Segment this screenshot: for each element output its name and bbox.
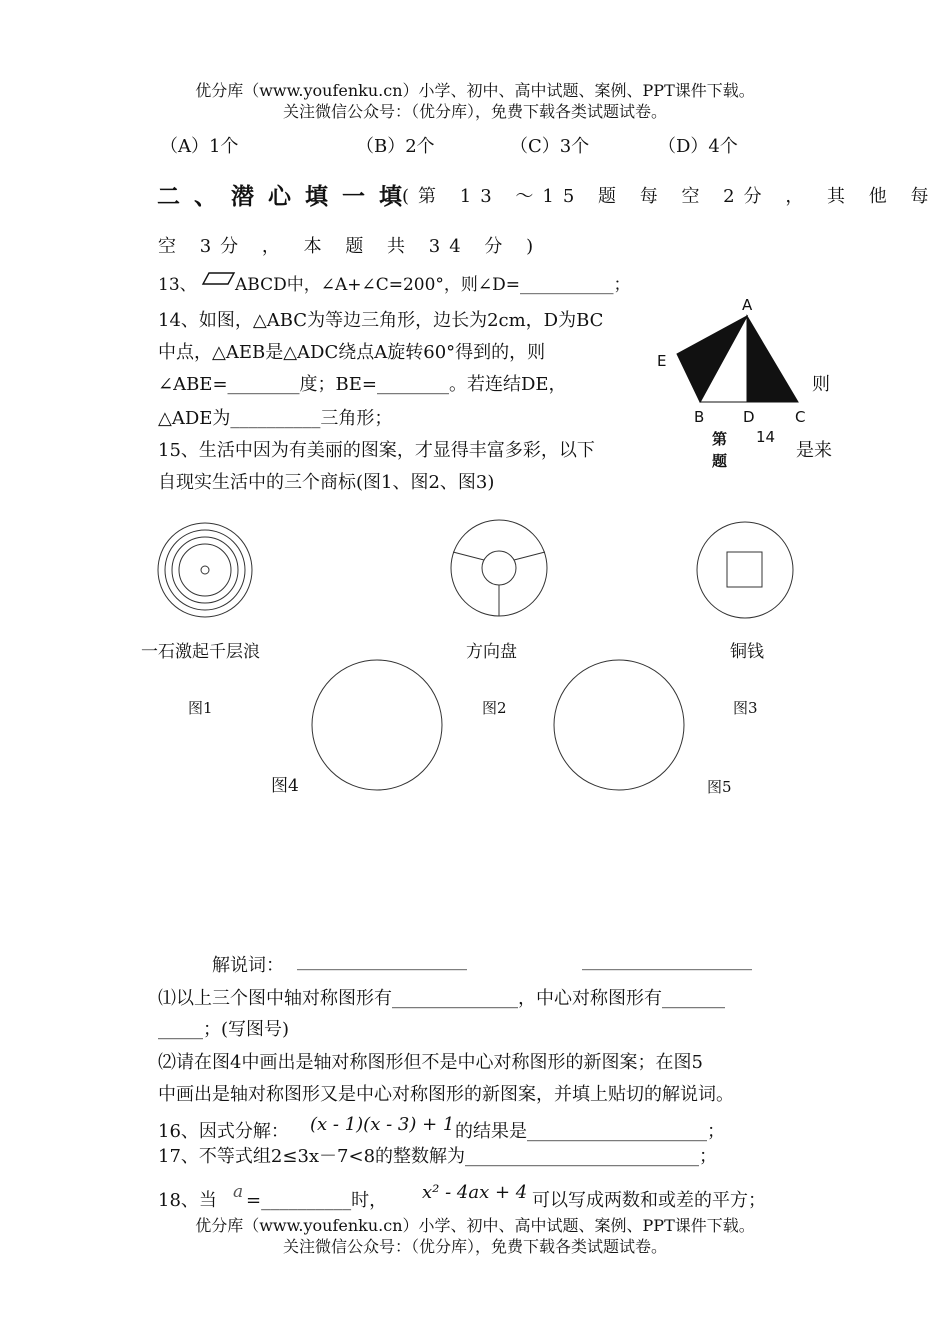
- q15-line-1: 15、生活中因为有美丽的图案，才显得丰富多彩，以下: [158, 440, 595, 461]
- figure-2-steering-wheel: [449, 518, 549, 618]
- q14-triangle-figure: [650, 296, 820, 466]
- q18-variable: a: [233, 1182, 244, 1202]
- figure-1-label: 图1: [188, 699, 213, 717]
- q14-line-4: △ADE为__________三角形；: [158, 408, 393, 429]
- q16-prefix: 16、因式分解：: [158, 1121, 289, 1142]
- choice-b: （B）2个: [356, 136, 435, 157]
- footer-line-1: 优分库（www.youfenku.cn）小学、初中、高中试题、案例、PPT课件下载。: [195, 1216, 755, 1235]
- q15-line-1-tail: 是来: [796, 440, 832, 461]
- section-note-2: 空 3分 ， 本 题 共 34 分 ): [158, 236, 543, 257]
- label-a: A: [742, 296, 753, 314]
- q16-expression: (x - 1)(x - 3) + 1: [310, 1114, 455, 1135]
- parallelogram-icon: [203, 272, 235, 286]
- figure-1-ripples: [157, 520, 257, 620]
- sub2-line-2: 中画出是轴对称图形又是中心对称图形的新图案，并填上贴切的解说词。: [158, 1084, 734, 1105]
- choice-a: （A）1个: [160, 136, 239, 157]
- triangle-aeb: [677, 316, 747, 402]
- triangle-adc: [747, 316, 798, 402]
- label-c: C: [795, 408, 806, 426]
- figure-5-label: 图5: [707, 778, 732, 796]
- q18-expression: x² - 4ax + 4: [422, 1182, 528, 1203]
- q18-middle: =__________时，: [246, 1190, 388, 1211]
- section-title: 二、潜心填一填: [157, 183, 416, 210]
- figure-2-label: 图2: [482, 699, 507, 717]
- q14-line-3-tail: 则: [812, 374, 830, 395]
- q14-fig-caption-b: 题: [712, 452, 728, 470]
- q18-suffix: 可以写成两数和或差的平方；: [532, 1190, 766, 1211]
- label-e: E: [657, 352, 667, 370]
- sub2-line-1: ⑵请在图4中画出是轴对称图形但不是中心对称图形的新图案；在图5: [158, 1052, 703, 1073]
- explain-label: 解说词：: [212, 955, 284, 976]
- choice-c: （C）3个: [510, 136, 590, 157]
- q14-fig-caption-num: 14: [756, 428, 776, 446]
- q13-prefix: 13、: [158, 275, 197, 295]
- sub1-line-1: ⑴以上三个图中轴对称图形有______________，中心对称图形有_______: [158, 988, 725, 1009]
- figure-5-blank-circle[interactable]: [553, 659, 687, 793]
- sub1-line-2: _____；(写图号): [158, 1019, 290, 1040]
- figure-4-blank-circle[interactable]: [311, 659, 445, 793]
- q14-line-1: 14、如图，△ABC为等边三角形，边长为2cm，D为BC: [158, 310, 604, 331]
- q14-fig-caption-a: 第: [712, 430, 728, 448]
- q14-line-3: ∠ABE=________度；BE=________。若连结DE，: [158, 374, 567, 395]
- q15-line-2: 自现实生活中的三个商标(图1、图2、图3): [158, 472, 495, 493]
- caption-steering-wheel: 方向盘: [466, 642, 517, 662]
- figure-4-label: 图4: [271, 776, 299, 796]
- explain-blank-2[interactable]: ____________________: [582, 951, 752, 971]
- q14-line-2: 中点，△AEB是△ADC绕点A旋转60°得到的，则: [158, 342, 546, 363]
- q13-text: ABCD中，∠A+∠C=200°，则∠D=___________；: [235, 275, 631, 295]
- label-b: B: [694, 408, 705, 426]
- section-note-1: (第 13 ～15 题 每 空 2分 ， 其 他 每: [402, 186, 938, 207]
- q17-text: 17、不等式组2≤3x－7<8的整数解为__________________________；: [158, 1146, 718, 1167]
- q18-prefix: 18、当: [158, 1190, 217, 1211]
- choice-d: （D）4个: [658, 136, 738, 157]
- footer-line-2: 关注微信公众号：（优分库），免费下载各类试题试卷。: [282, 1237, 667, 1256]
- header-line-2: 关注微信公众号：（优分库），免费下载各类试题试卷。: [282, 102, 667, 121]
- q16-suffix: 的结果是____________________；: [455, 1121, 725, 1142]
- label-d: D: [743, 408, 755, 426]
- figure-3-label: 图3: [733, 699, 758, 717]
- header-line-1: 优分库（www.youfenku.cn）小学、初中、高中试题、案例、PPT课件下载。: [195, 81, 755, 100]
- caption-ripples: 一石激起千层浪: [141, 642, 260, 662]
- caption-coin: 铜钱: [730, 642, 764, 662]
- explain-blank-1[interactable]: ____________________: [297, 951, 467, 971]
- figure-3-coin: [695, 520, 795, 620]
